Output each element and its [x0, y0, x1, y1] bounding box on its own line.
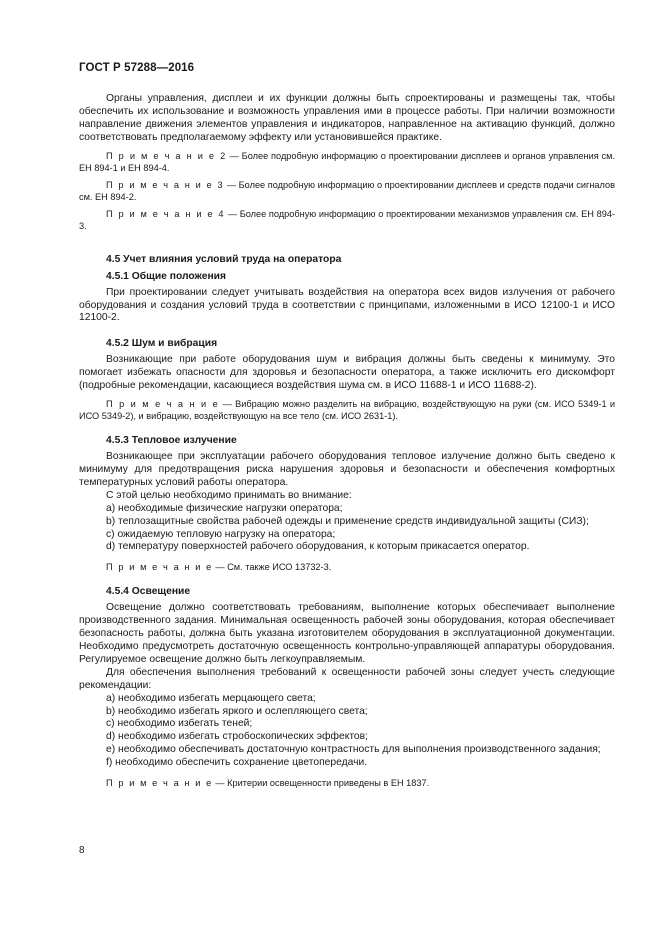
list-item: d) необходимо избегать стробоскопических эффектов; [106, 731, 368, 743]
list-item: е) необходимо обеспечивать достаточную контрастность для выполнения производственного задания; [106, 744, 601, 756]
note-text: — Более подробную информацию о проектировании дисплеев и средств подачи сигналов см. ЕН 894-2. [79, 179, 615, 202]
section-4-5-4-title: 4.5.4 Освещение [106, 586, 191, 598]
section-4-5-2-paragraph: Возникающие при работе оборудования шум и вибрация должны быть сведены к минимуму. Это помогает избежать опасности для здоровья и безопасности оператора, а также исключить его дискомфорт (подробные рекомендации, касающиеся воздействия шума см. в ИСО 11688-1 и ИСО 11688-2). [79, 354, 615, 392]
note-label: П р и м е ч а н и е 2 [106, 150, 227, 161]
section-4-5-1-title: 4.5.1 Общие положения [106, 270, 226, 282]
note-4 [79, 208, 615, 232]
list-item: с) необходимо избегать теней; [106, 718, 253, 730]
note-text: — Более подробную информацию о проектировании дисплеев и органов управления см. ЕН 894-1 и ЕН 894-4. [79, 150, 615, 173]
note-text: — Более подробную информацию о проектировании механизмов управления см. ЕН 894-3. [79, 208, 616, 231]
list-item: f) необходимо обеспечить сохранение цветопередачи. [106, 757, 368, 769]
section-4-5-3-title: 4.5.3 Тепловое излучение [106, 435, 237, 447]
note-text: — Критерии освещенности приведены в ЕН 1837. [212, 778, 430, 789]
list-item: d) температуру поверхностей рабочего оборудования, к которым прикасается оператор. [106, 541, 530, 553]
list-item: b) теплозащитные свойства рабочей одежды и применение средств индивидуальной защиты (СИЗ); [106, 515, 589, 527]
note-2 [79, 150, 615, 174]
section-4-5-3-note [79, 561, 615, 573]
page-body [79, 93, 615, 789]
intro-paragraph: Органы управления, дисплеи и их функции должны быть спроектированы и размещены так, чтобы обеспечить их использование и возможность управления ими в процессе работы. При наличии возможности направление движения элементов управления и индикаторов, направленное на активацию функций, должно соответствовать предполагаемому эффекту или установившейся практике. [79, 93, 615, 143]
note-text: — Вибрацию можно разделить на вибрацию, воздействующую на руки (см. ИСО 5349-1 и ИСО 5349-2), и вибрацию, воздействующую на все тело (см. ИСО 2631-1). [79, 399, 616, 422]
section-4-5-1-paragraph: При проектировании следует учитывать воздействия на оператора всех видов излучения от рабочего оборудования и создания условий труда в соответствии с принципами, изложенными в ИСО 12100-1 и ИСО 12100-2. [79, 286, 615, 324]
note-label: П р и м е ч а н и е [106, 778, 213, 789]
note-label: П р и м е ч а н и е 4 [106, 208, 226, 219]
section-4-5-4-lead: Для обеспечения выполнения требований к освещенности рабочей зоны следует учесть следующие рекомендации: [79, 666, 615, 691]
note-label: П р и м е ч а н и е 3 [106, 179, 225, 190]
list-item: а) необходимо избегать мерцающего света; [106, 692, 316, 704]
document-header: ГОСТ Р 57288—2016 [79, 62, 195, 74]
section-4-5-2-title: 4.5.2 Шум и вибрация [106, 338, 218, 350]
section-4-5-4-note [79, 777, 615, 789]
section-4-5-3-lead: С этой целью необходимо принимать во внимание: [106, 489, 352, 501]
list-item: а) необходимые физические нагрузки оператора; [106, 502, 343, 514]
page-number: 8 [79, 845, 85, 856]
section-4-5-title: 4.5 Учет влияния условий труда на оператора [106, 253, 342, 265]
section-4-5-4-paragraph: Освещение должно соответствовать требованиям, выполнение которых обеспечивает выполнение производственного задания. Минимальная освещенность рабочей зоны оборудования, которая обеспечивает безопасность работы, должна быть указана изготовителем оборудования в эксплуатационной документации. Необходимо предусмотреть достаточную освещенность контрольно-управляющей аппаратуры оборудования. Регулируемое освещение должно быть легкоуправляемым. [79, 602, 615, 665]
note-3 [79, 179, 615, 203]
list-item: с) ожидаемую тепловую нагрузку на оператора; [106, 528, 336, 540]
list-item: b) необходимо избегать яркого и ослепляющего света; [106, 705, 368, 717]
note-label: П р и м е ч а н и е [106, 562, 213, 573]
section-4-5-3-paragraph: Возникающее при эксплуатации рабочего оборудования тепловое излучение должно быть сведено к минимуму для предотвращения риска нарушения здоровья и безопасности и обеспечения комфортных температурных условий работы оператора. [79, 451, 615, 488]
note-label: П р и м е ч а н и е [106, 399, 220, 410]
note-text: — См. также ИСО 13732-3. [212, 562, 332, 573]
section-4-5-2-note [79, 398, 615, 422]
